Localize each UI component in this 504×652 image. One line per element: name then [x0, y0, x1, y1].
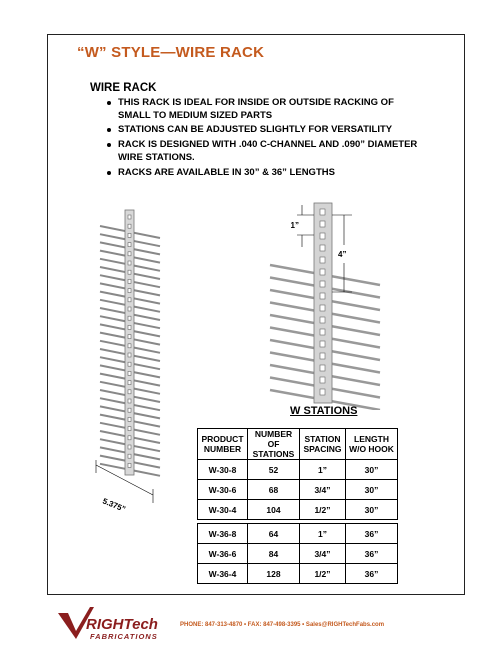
table-cell: 1/2”: [300, 564, 346, 584]
table-row: [198, 524, 398, 544]
table-cell: 128: [248, 564, 300, 584]
bullet-icon: [107, 171, 111, 175]
channel-hole: [320, 221, 325, 227]
table-row: [198, 460, 398, 480]
rack-full-illustration: [88, 205, 168, 520]
channel-hole: [320, 353, 325, 359]
table-cell: 36”: [346, 524, 398, 544]
table-row: [198, 480, 398, 500]
feature-item: THIS RACK IS IDEAL FOR INSIDE OR OUTSIDE RACKING OF SMALL TO MEDIUM SIZED PARTS: [104, 97, 424, 122]
channel-hole: [128, 427, 131, 431]
channel-hole: [128, 362, 131, 366]
table-cell: 104: [248, 500, 300, 520]
channel-hole: [128, 243, 131, 247]
table-cell: 84: [248, 544, 300, 564]
contact-info: PHONE: 847-313-4870 • FAX: 847-498-3395 • Sales@RIGHTechFabs.com: [180, 622, 385, 628]
logo-brand-text: RIGHTech: [86, 616, 158, 633]
logo-sub-text: FABRICATIONS: [90, 632, 158, 641]
channel-hole: [320, 281, 325, 287]
channel-hole: [128, 279, 131, 283]
channel-hole: [128, 408, 131, 412]
channel-hole: [128, 252, 131, 256]
header-cell: NUMBER OF STATIONS: [248, 429, 300, 460]
bullet-icon: [107, 128, 111, 132]
channel-hole: [128, 270, 131, 274]
table-cell: 1/2”: [300, 500, 346, 520]
drop-dimension-label: 4”: [338, 250, 347, 259]
channel-hole: [320, 329, 325, 335]
channel-hole: [128, 463, 131, 467]
width-dimension-label: 5.375”: [101, 496, 127, 514]
table-title: W STATIONS: [290, 405, 358, 417]
channel-hole: [320, 269, 325, 275]
channel-hole: [128, 289, 131, 293]
channel-hole: [320, 233, 325, 239]
channel-hole: [128, 445, 131, 449]
header-cell: STATION SPACING: [300, 429, 346, 460]
table-cell: 64: [248, 524, 300, 544]
table-cell: 3/4”: [300, 544, 346, 564]
feature-item: RACKS ARE AVAILABLE IN 30” & 36” LENGTHS: [104, 167, 424, 180]
channel-hole: [320, 209, 325, 215]
channel-hole: [320, 245, 325, 251]
table-header-row: [198, 429, 398, 460]
feature-item: STATIONS CAN BE ADJUSTED SLIGHTLY FOR VERSATILITY: [104, 124, 424, 137]
channel-hole: [320, 305, 325, 311]
channel-hole: [128, 390, 131, 394]
channel-hole: [128, 417, 131, 421]
table-cell: 1”: [300, 460, 346, 480]
channel-hole: [320, 365, 325, 371]
table-cell: W-36-4: [198, 564, 248, 584]
table-cell: 1”: [300, 524, 346, 544]
channel-hole: [128, 325, 131, 329]
channel-hole: [128, 316, 131, 320]
channel-hole: [320, 389, 325, 395]
channel-hole: [128, 307, 131, 311]
channel-hole: [128, 344, 131, 348]
table-cell: W-30-8: [198, 460, 248, 480]
table-cell: 30”: [346, 500, 398, 520]
channel-hole: [128, 436, 131, 440]
bullet-icon: [107, 143, 111, 147]
table-cell: W-36-8: [198, 524, 248, 544]
channel-hole: [128, 224, 131, 228]
channel-hole: [128, 371, 131, 375]
table-cell: 52: [248, 460, 300, 480]
channel-hole: [320, 377, 325, 383]
channel-hole: [128, 261, 131, 265]
company-logo: [56, 605, 181, 645]
table-row: [198, 544, 398, 564]
spacing-dimension-label: 1”: [290, 221, 299, 230]
table-cell: W-30-6: [198, 480, 248, 500]
table-cell: 68: [248, 480, 300, 500]
table-cell: 36”: [346, 564, 398, 584]
channel-hole: [320, 257, 325, 263]
table-cell: W-30-4: [198, 500, 248, 520]
channel-hole: [128, 454, 131, 458]
channel-hole: [128, 381, 131, 385]
stations-table: [197, 428, 398, 584]
channel-hole: [128, 215, 131, 219]
feature-item: RACK IS DESIGNED WITH .040 C-CHANNEL AND .090” DIAMETER WIRE STATIONS.: [104, 139, 424, 164]
table-cell: 36”: [346, 544, 398, 564]
table-cell: 30”: [346, 460, 398, 480]
channel-hole: [128, 353, 131, 357]
table-row: [198, 564, 398, 584]
header-cell: LENGTH W/O HOOK: [346, 429, 398, 460]
channel-hole: [320, 341, 325, 347]
channel-hole: [128, 298, 131, 302]
rack-detail-illustration: [262, 195, 387, 410]
table-cell: 30”: [346, 480, 398, 500]
table-cell: W-36-6: [198, 544, 248, 564]
bullet-icon: [107, 101, 111, 105]
feature-list: [104, 97, 424, 181]
channel-hole: [128, 335, 131, 339]
page-title: “W” STYLE—WIRE RACK: [77, 44, 265, 61]
channel-hole: [320, 317, 325, 323]
table-cell: 3/4”: [300, 480, 346, 500]
section-heading: WIRE RACK: [90, 82, 157, 94]
header-cell: PRODUCT NUMBER: [198, 429, 248, 460]
channel-hole: [128, 233, 131, 237]
table-row: [198, 500, 398, 520]
channel-hole: [128, 399, 131, 403]
channel-hole: [320, 293, 325, 299]
